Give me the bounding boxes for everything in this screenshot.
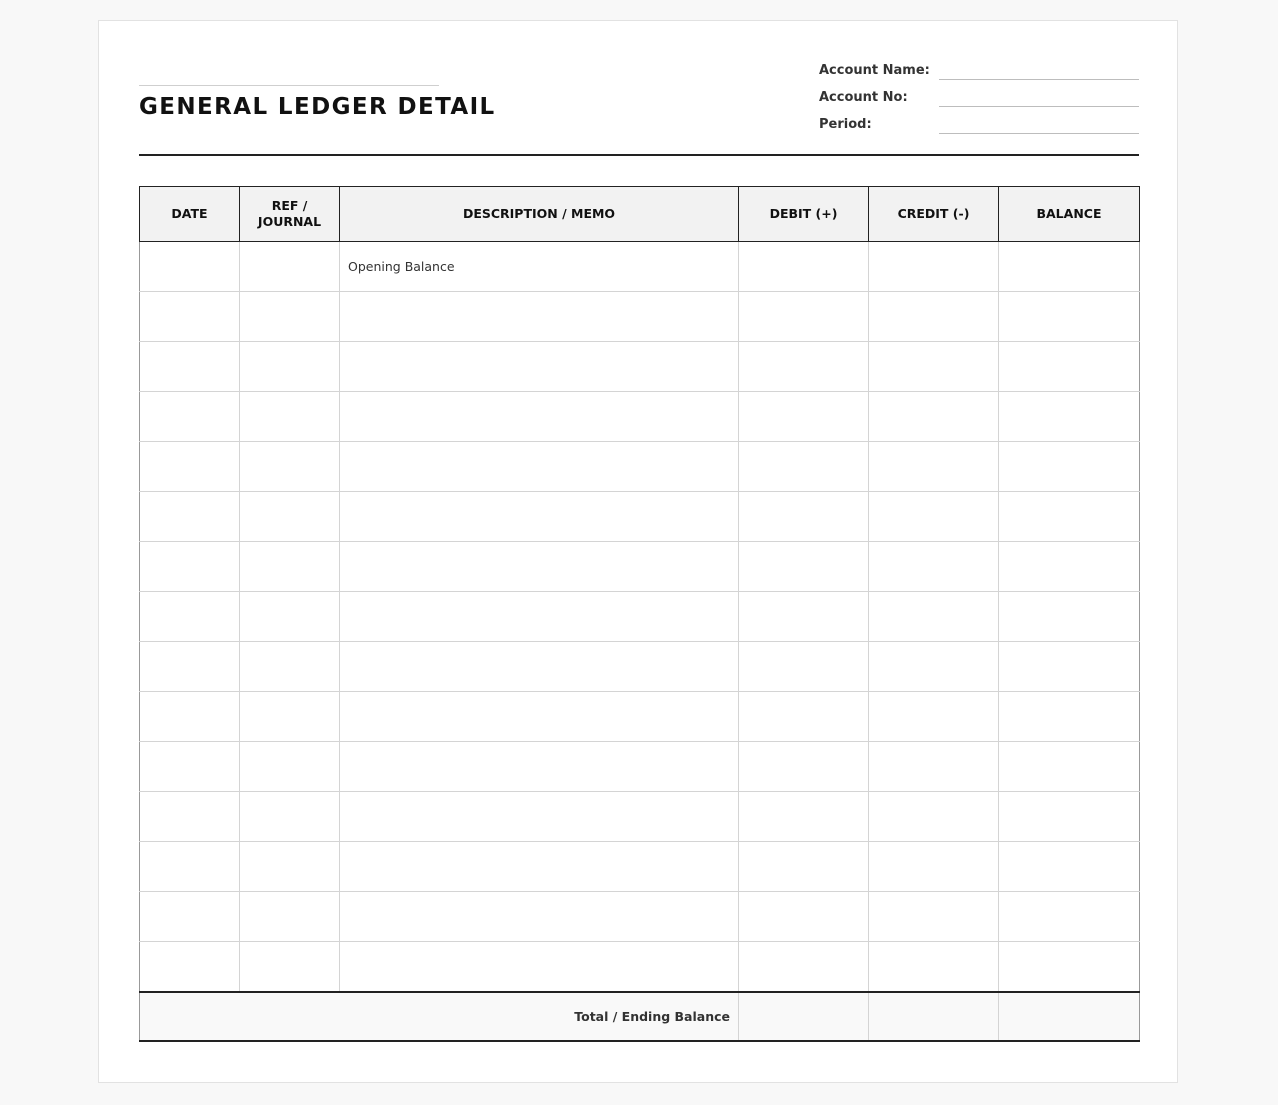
debit-cell[interactable] [739, 892, 869, 942]
ledger-sheet [98, 20, 1178, 1083]
ref-journal-cell[interactable] [240, 492, 340, 542]
balance-cell[interactable] [999, 292, 1140, 342]
date-cell[interactable] [140, 492, 240, 542]
balance-cell[interactable] [999, 892, 1140, 942]
credit-cell[interactable] [869, 892, 999, 942]
ledger-body [140, 242, 1140, 993]
description-cell[interactable] [340, 642, 739, 692]
credit-cell[interactable] [869, 442, 999, 492]
debit-cell[interactable] [739, 692, 869, 742]
credit-cell[interactable] [869, 342, 999, 392]
total-row [140, 992, 1140, 1041]
table-row [140, 392, 1140, 442]
credit-column-header: CREDIT (-) [869, 187, 999, 242]
table-row [140, 842, 1140, 892]
table-row [140, 742, 1140, 792]
document-title: GENERAL LEDGER DETAIL [139, 94, 496, 120]
description-cell[interactable] [340, 592, 739, 642]
date-cell[interactable] [140, 842, 240, 892]
table-row [140, 492, 1140, 542]
debit-cell[interactable] [739, 842, 869, 892]
credit-cell[interactable] [869, 692, 999, 742]
debit-cell[interactable] [739, 542, 869, 592]
credit-cell[interactable] [869, 292, 999, 342]
description-cell[interactable] [340, 942, 739, 993]
date-cell[interactable] [140, 292, 240, 342]
credit-cell[interactable] [869, 542, 999, 592]
table-row [140, 342, 1140, 392]
debit-cell[interactable] [739, 792, 869, 842]
ref-header-line1: REF / [271, 198, 308, 213]
date-cell[interactable] [140, 742, 240, 792]
credit-cell[interactable] [869, 242, 999, 292]
date-cell[interactable] [140, 542, 240, 592]
account-name-row [819, 59, 1139, 86]
table-row [140, 942, 1140, 993]
ref-journal-cell[interactable] [240, 242, 340, 292]
balance-cell[interactable] [999, 792, 1140, 842]
debit-cell[interactable] [739, 642, 869, 692]
title-top-rule [139, 85, 439, 86]
period-row [819, 113, 1139, 140]
table-row [140, 892, 1140, 942]
description-cell[interactable] [340, 442, 739, 492]
date-cell[interactable] [140, 342, 240, 392]
description-cell[interactable] [340, 292, 739, 342]
credit-cell[interactable] [869, 392, 999, 442]
description-cell[interactable] [340, 742, 739, 792]
description-cell[interactable]: Opening Balance [340, 242, 739, 292]
header-divider [139, 154, 1139, 156]
ref-journal-cell[interactable] [240, 392, 340, 442]
description-cell[interactable] [340, 692, 739, 742]
balance-cell[interactable] [999, 442, 1140, 492]
table-row [140, 692, 1140, 742]
ref-journal-cell[interactable] [240, 442, 340, 492]
ref-journal-cell[interactable] [240, 592, 340, 642]
period-field[interactable] [939, 133, 1139, 134]
debit-cell[interactable] [739, 492, 869, 542]
credit-cell[interactable] [869, 742, 999, 792]
account-no-label: Account No: [819, 90, 908, 105]
credit-cell[interactable] [869, 942, 999, 993]
table-header-row [140, 187, 1140, 242]
date-cell[interactable] [140, 942, 240, 993]
account-no-field[interactable] [939, 106, 1139, 107]
debit-cell[interactable] [739, 942, 869, 993]
table-row [140, 542, 1140, 592]
description-cell[interactable] [340, 842, 739, 892]
debit-cell[interactable] [739, 392, 869, 442]
ref-journal-cell[interactable] [240, 742, 340, 792]
balance-cell[interactable] [999, 242, 1140, 292]
description-cell[interactable] [340, 342, 739, 392]
ref-journal-cell[interactable] [240, 892, 340, 942]
credit-cell[interactable] [869, 792, 999, 842]
description-column-header: DESCRIPTION / MEMO [340, 187, 739, 242]
account-info-block [819, 59, 1139, 140]
table-row [140, 442, 1140, 492]
description-cell[interactable] [340, 892, 739, 942]
date-cell[interactable] [140, 892, 240, 942]
credit-cell[interactable] [869, 592, 999, 642]
ref-header-line2: JOURNAL [257, 214, 322, 229]
total-debit-cell[interactable] [739, 992, 869, 1041]
balance-cell[interactable] [999, 492, 1140, 542]
balance-cell[interactable] [999, 542, 1140, 592]
date-column-header: DATE [140, 187, 240, 242]
date-cell[interactable] [140, 692, 240, 742]
debit-cell[interactable] [739, 342, 869, 392]
description-cell[interactable] [340, 492, 739, 542]
ref-journal-column-header [240, 187, 340, 242]
debit-cell[interactable] [739, 742, 869, 792]
credit-cell[interactable] [869, 642, 999, 692]
ledger-table [139, 186, 1140, 1042]
balance-cell[interactable] [999, 592, 1140, 642]
table-row [140, 292, 1140, 342]
description-cell[interactable] [340, 392, 739, 442]
ref-journal-cell[interactable] [240, 542, 340, 592]
date-cell[interactable] [140, 592, 240, 642]
balance-cell[interactable] [999, 942, 1140, 993]
table-row [140, 242, 1140, 292]
total-credit-cell[interactable] [869, 992, 999, 1041]
description-cell[interactable] [340, 792, 739, 842]
debit-cell[interactable] [739, 242, 869, 292]
date-cell[interactable] [140, 792, 240, 842]
debit-cell[interactable] [739, 442, 869, 492]
ending-balance-cell[interactable] [999, 992, 1140, 1041]
balance-column-header: BALANCE [999, 187, 1140, 242]
date-cell[interactable] [140, 392, 240, 442]
account-no-row [819, 86, 1139, 113]
description-cell[interactable] [340, 542, 739, 592]
ref-journal-cell[interactable] [240, 792, 340, 842]
ref-journal-cell[interactable] [240, 642, 340, 692]
account-name-field[interactable] [939, 79, 1139, 80]
date-cell[interactable] [140, 442, 240, 492]
debit-cell[interactable] [739, 292, 869, 342]
credit-cell[interactable] [869, 492, 999, 542]
balance-cell[interactable] [999, 742, 1140, 792]
ref-journal-cell[interactable] [240, 342, 340, 392]
debit-cell[interactable] [739, 592, 869, 642]
table-row [140, 792, 1140, 842]
period-label: Period: [819, 117, 872, 132]
balance-cell[interactable] [999, 692, 1140, 742]
table-row [140, 592, 1140, 642]
date-cell[interactable] [140, 642, 240, 692]
balance-cell[interactable] [999, 342, 1140, 392]
credit-cell[interactable] [869, 842, 999, 892]
date-cell[interactable] [140, 242, 240, 292]
ref-journal-cell[interactable] [240, 292, 340, 342]
total-ending-balance-label: Total / Ending Balance [140, 992, 739, 1041]
ref-journal-cell[interactable] [240, 692, 340, 742]
table-row [140, 642, 1140, 692]
balance-cell[interactable] [999, 642, 1140, 692]
debit-column-header: DEBIT (+) [739, 187, 869, 242]
account-name-label: Account Name: [819, 63, 930, 78]
balance-cell[interactable] [999, 392, 1140, 442]
ref-journal-cell[interactable] [240, 942, 340, 993]
ref-journal-cell[interactable] [240, 842, 340, 892]
balance-cell[interactable] [999, 842, 1140, 892]
